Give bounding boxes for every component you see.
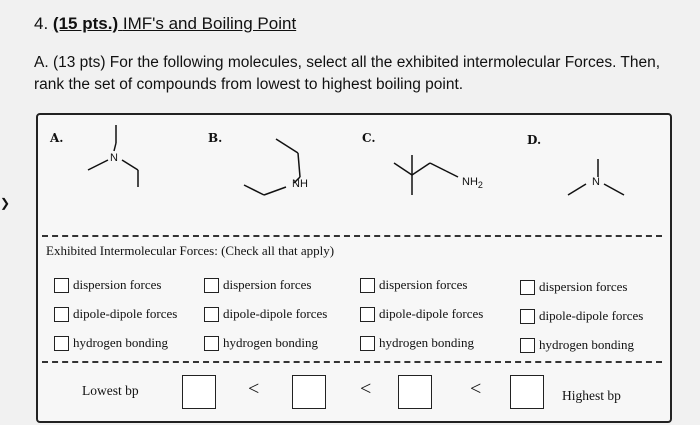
divider-top [42,235,662,237]
question-title: 4. (15 pts.) IMF's and Boiling Point [34,14,297,33]
highest-bp-label: Highest bp [562,388,621,403]
checkbox-d-dispersion[interactable]: dispersion forces [520,279,627,295]
checkbox-d-hbond[interactable]: hydrogen bonding [520,337,634,353]
rank-box-4[interactable] [510,375,544,409]
molecule-label-d: D. [527,133,542,147]
rank-box-2[interactable] [292,375,326,409]
checkbox-a-hbond[interactable]: hydrogen bonding [54,335,168,351]
molecule-label-a: A. [50,131,64,145]
question-text: A. (13 pts) For the following molecules, select all the exhibited intermolecular Forces. Then, rank the set of compounds from lowest to highest boiling point. [34,54,661,93]
checkbox-a-dipole[interactable]: dipole-dipole forces [54,306,177,322]
atom-d: N [592,176,600,188]
rank-box-3[interactable] [398,375,432,409]
checkbox-c-dipole[interactable]: dipole-dipole forces [360,306,483,322]
checkbox-b-hbond[interactable]: hydrogen bonding [204,335,318,351]
molecule-c-structure [394,155,458,195]
checkbox-d-dipole[interactable]: dipole-dipole forces [520,308,643,324]
lowest-bp-label: Lowest bp [82,383,139,398]
rank-box-1[interactable] [182,375,216,409]
molecule-label-b: B. [208,131,223,145]
checkbox-c-hbond[interactable]: hydrogen bonding [360,335,474,351]
atom-b: NH [292,178,308,190]
less-than-2: < [360,378,372,400]
less-than-1: < [248,378,260,400]
checkbox-a-dispersion[interactable]: dispersion forces [54,277,161,293]
less-than-3: < [470,378,482,400]
atom-c: $NH_2$ [462,176,483,190]
checkbox-b-dipole[interactable]: dipole-dipole forces [204,306,327,322]
side-arrow-icon: ❯ [0,196,11,210]
checkbox-c-dispersion[interactable]: dispersion forces [360,277,467,293]
forces-heading: Exhibited Intermolecular Forces: (Check all that apply) [46,243,335,258]
atom-a: N [110,152,118,164]
molecule-panel [36,113,672,423]
checkbox-b-dispersion[interactable]: dispersion forces [204,277,311,293]
molecule-structures [38,115,670,235]
divider-bottom [42,361,662,363]
molecule-label-c: C. [362,131,376,145]
